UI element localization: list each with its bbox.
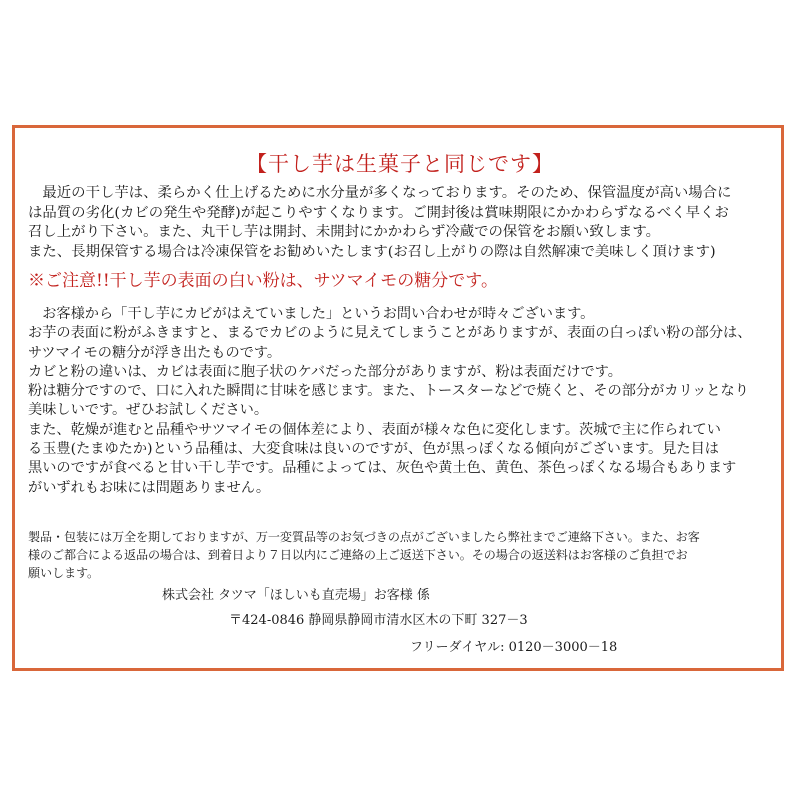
intro-line: また、長期保管する場合は冷凍保管をお勧めいたします(お召し上がりの際は自然解凍で美味しく頂けます) [28,243,716,260]
intro-line: 召し上がり下さい。また、丸干し芋は開封、未開封にかかわらず冷蔵での保管をお願い致します。 [28,224,661,241]
free-dial-number: フリーダイヤル: 0120－3000－18 [410,640,618,655]
intro-line: 最近の干し芋は、柔らかく仕上げるために水分量が多くなっております。そのため、保管温度が高い場合に [28,185,732,201]
explanation-line: お客様から「干し芋にカビがはえていました」というお問い合わせが時々ございます。 [28,306,595,322]
company-name: 株式会社 タツマ「ほしいも直売場」お客様 係 [162,588,430,603]
intro-line: は品質の劣化(カビの発生や発酵)が起こりやすくなります。ご開封後は賞味期限にかかわらずなるべく早くお [28,204,729,221]
explanation-line: がいずれもお味には問題ありません。 [28,479,271,496]
intro-paragraph [28,184,778,262]
warning-heading: ※ご注意!!干し芋の表面の白い粉は、サツマイモの糖分です。 [28,271,498,291]
page-title: 【干し芋は生菓子と同じです】 [246,152,554,176]
explanation-line: また、乾燥が進むと品種やサツマイモの個体差により、表面が様々な色に変化します。茨城で主に作られてい [28,421,721,438]
explanation-line: 美味しいです。ぜひお試しください。 [28,402,269,419]
returns-notice [28,528,778,582]
explanation-line: サツマイモの糖分が浮き出たものです。 [28,344,282,361]
notice-line: 製品・包装には万全を期しておりますが、万一変質品等のお気づきの点がございましたら弊社までご連絡下さい。また、お客 [28,530,700,544]
notice-line: 様のご都合による返品の場合は、到着日より７日以内にご連絡の上ご返送下さい。その場合の返送料はお客様のご負担でお [28,548,688,562]
explanation-line: カビと粉の違いは、カビは表面に胞子状のケバだった部分がありますが、粉は表面だけです。 [28,363,622,380]
explanation-line: る玉豊(たまゆたか)という品種は、大変食味は良いのですが、色が黒っぽくなる傾向がございます。見た目は [28,441,719,458]
explanation-line: 黒いのですが食べると甘い干し芋です。品種によっては、灰色や黄土色、黄色、茶色っぽくなる場合もあります [28,460,737,477]
company-address: 〒424-0846 静岡県静岡市清水区木の下町 327－3 [229,613,528,628]
explanation-paragraph [28,305,778,498]
explanation-line: 粉は糖分ですので、口に入れた瞬間に甘味を感じます。また、トースターなどで焼くと、その部分がカリッとなり [28,383,749,400]
notice-line: 願いします。 [28,566,99,580]
explanation-line: お芋の表面に粉がふきますと、まるでカビのように見えてしまうことがありますが、表面の白っぽい粉の部分は、 [28,325,752,342]
